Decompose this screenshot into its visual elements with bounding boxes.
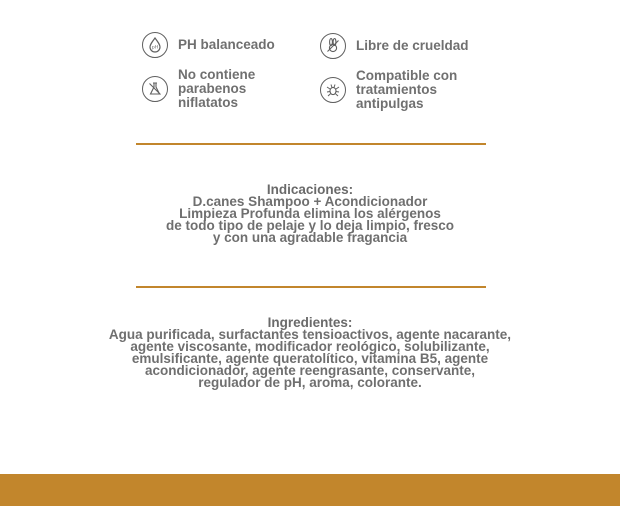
indications-section bbox=[0, 184, 620, 244]
feature-cruelty-free bbox=[320, 33, 469, 59]
feature-label-line: tratamientos bbox=[356, 82, 438, 97]
feature-label bbox=[178, 68, 255, 110]
feature-label-line: parabenos bbox=[178, 81, 247, 96]
feature-label-line: Compatible con bbox=[356, 68, 458, 83]
feature-flea-compatible bbox=[320, 69, 457, 111]
svg-text:pH: pH bbox=[151, 45, 159, 51]
feature-label-line: niflatatos bbox=[178, 95, 239, 110]
ingredients-heading: Ingredientes: bbox=[267, 315, 353, 330]
feature-label bbox=[356, 39, 469, 53]
feature-label bbox=[178, 38, 275, 52]
feature-ph-balanced bbox=[142, 32, 275, 58]
feature-label-line: antipulgas bbox=[356, 96, 424, 111]
divider-top bbox=[136, 143, 486, 145]
ingredients-line: emulsificante, agente queratolítico, vitamina B5, agente bbox=[131, 351, 489, 366]
feature-label-line: PH balanceado bbox=[178, 37, 275, 52]
ingredients-line: regulador de pH, aroma, colorante. bbox=[198, 375, 422, 390]
cruelty-free-rabbit-icon bbox=[320, 33, 346, 59]
ingredients-line: agente viscosante, modificador reológico, solubilizante, bbox=[130, 339, 490, 354]
feature-label bbox=[356, 69, 457, 111]
flea-treatment-icon bbox=[320, 77, 346, 103]
indications-line: D.canes Shampoo + Acondicionador bbox=[192, 194, 428, 209]
ingredients-section bbox=[0, 317, 620, 389]
indications-line: Limpieza Profunda elimina los alérgenos bbox=[179, 206, 441, 221]
indications-line: y con una agradable fragancia bbox=[212, 230, 408, 245]
ph-drop-icon bbox=[142, 32, 168, 58]
indications-line: de todo tipo de pelaje y lo deja limpio, fresco bbox=[165, 218, 455, 233]
divider-bottom bbox=[136, 286, 486, 288]
ingredients-line: acondicionador, agente reengrasante, conservante, bbox=[144, 363, 476, 378]
no-parabens-flask-icon bbox=[142, 76, 168, 102]
footer-bar bbox=[0, 474, 620, 506]
feature-label-line: Libre de crueldad bbox=[356, 38, 469, 53]
feature-label-line: No contiene bbox=[178, 67, 256, 82]
indications-heading: Indicaciones: bbox=[266, 182, 354, 197]
feature-no-parabens bbox=[142, 68, 255, 110]
ingredients-line: Agua purificada, surfactantes tensioactivos, agente nacarante, bbox=[108, 327, 512, 342]
